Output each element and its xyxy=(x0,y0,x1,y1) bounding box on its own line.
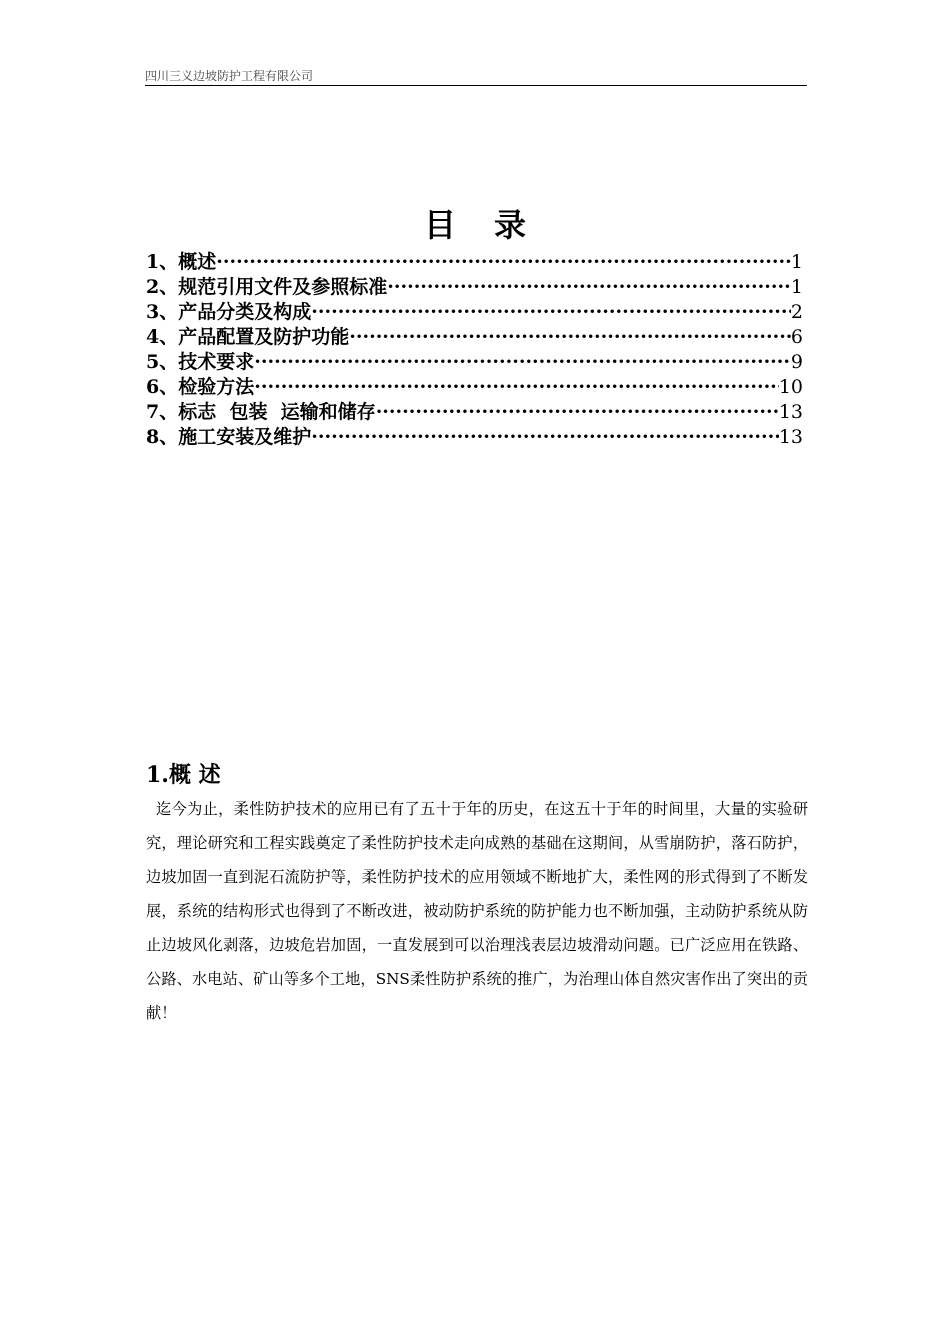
toc-item-page: 10 xyxy=(778,376,803,398)
toc-item-label: 8、施工安装及维护 xyxy=(146,426,312,448)
toc-item-page: 2 xyxy=(790,301,803,323)
page-header xyxy=(145,64,807,86)
toc-dot-leader xyxy=(254,350,791,375)
toc-item-page: 13 xyxy=(778,401,803,423)
toc-item[interactable] xyxy=(146,300,803,325)
company-name: 四川三义边坡防护工程有限公司 xyxy=(145,69,314,83)
toc-dot-leader xyxy=(311,425,779,450)
section-heading: 1.概 述 xyxy=(146,762,221,788)
toc-item[interactable] xyxy=(146,325,803,350)
toc-dot-leader xyxy=(216,250,791,275)
toc-item-page: 1 xyxy=(790,251,803,273)
toc-item-label: 1、概述 xyxy=(146,251,217,273)
toc-dot-leader xyxy=(349,325,791,350)
toc-item-label: 5、技术要求 xyxy=(146,351,255,373)
toc-dot-leader xyxy=(376,400,779,425)
toc-item-label: 4、产品配置及防护功能 xyxy=(146,326,350,348)
table-of-contents xyxy=(146,250,803,450)
toc-item[interactable] xyxy=(146,250,803,275)
toc-title: 目录 xyxy=(423,206,564,244)
toc-item-page: 9 xyxy=(790,351,803,373)
toc-item-label: 3、产品分类及构成 xyxy=(146,301,312,323)
toc-item-page: 6 xyxy=(790,326,803,348)
toc-dot-leader xyxy=(254,375,779,400)
toc-item-page: 1 xyxy=(790,276,803,298)
toc-item[interactable] xyxy=(146,275,803,300)
toc-item[interactable] xyxy=(146,400,803,425)
toc-dot-leader xyxy=(387,275,791,300)
toc-item[interactable] xyxy=(146,425,803,450)
toc-item[interactable] xyxy=(146,375,803,400)
toc-item-label: 7、标志 包装 运输和储存 xyxy=(146,401,376,423)
toc-item[interactable] xyxy=(146,350,803,375)
toc-item-label: 6、检验方法 xyxy=(146,376,255,398)
toc-item-label: 2、规范引用文件及参照标准 xyxy=(146,276,388,298)
toc-item-page: 13 xyxy=(778,426,803,448)
section-paragraph: 迄今为止，柔性防护技术的应用已有了五十于年的历史，在这五十于年的时间里，大量的实验研究，理论研究和工程实践奠定了柔性防护技术走向成熟的基础在这期间，从雪崩防护，落石防护，边坡加固一直到泥石流防护等，柔性防护技术的应用领域不断地扩大，柔性网的形式得到了不断发展，系统的结构形式也得到了不断改进，被动防护系统的防护能力也不断加强，主动防护系统从防止边坡风化剥落，边坡危岩加固，一直发展到可以治理浅表层边坡滑动问题。已广泛应用在铁路、公路、水电站、矿山等多个工地，SNS柔性防护系统的推广，为治理山体自然灾害作出了突出的贡献！ xyxy=(146,800,808,1022)
toc-dot-leader xyxy=(311,300,791,325)
